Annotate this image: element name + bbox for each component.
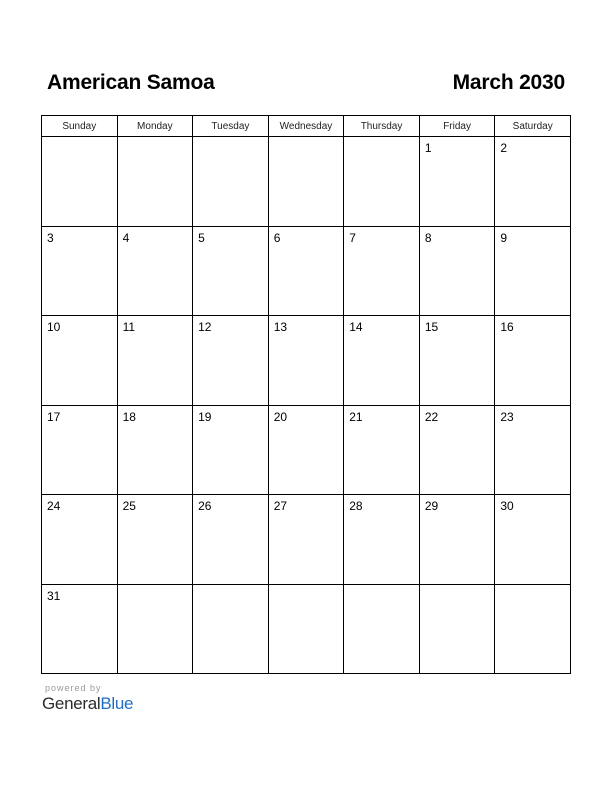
day-number: 28	[349, 499, 363, 513]
weekday-wednesday: Wednesday	[268, 116, 344, 137]
day-number: 20	[273, 409, 288, 424]
day-cell	[117, 405, 193, 495]
day-number: 14	[349, 320, 363, 334]
day-cell	[42, 495, 118, 585]
day-cell	[344, 405, 420, 495]
day-number: 23	[500, 409, 514, 424]
month-year-title: March 2030	[452, 71, 565, 94]
day-cell	[495, 316, 571, 406]
day-cell	[344, 226, 420, 316]
day-cell	[268, 226, 344, 316]
day-number: 25	[122, 499, 136, 513]
day-cell	[268, 405, 344, 495]
weekday-thursday: Thursday	[344, 116, 420, 137]
day-cell	[42, 226, 118, 316]
day-number: 11	[122, 320, 136, 334]
day-number: 8	[424, 230, 432, 245]
day-cell	[495, 495, 571, 585]
day-number	[118, 137, 193, 141]
week-row-6	[42, 584, 571, 674]
day-cell	[117, 226, 193, 316]
day-cell	[268, 495, 344, 585]
day-cell	[42, 137, 118, 227]
day-number: 7	[349, 230, 356, 245]
day-cell	[419, 137, 495, 227]
day-cell	[419, 226, 495, 316]
day-number: 27	[273, 499, 288, 513]
brand-general: General	[42, 694, 101, 713]
day-number: 16	[500, 320, 514, 334]
calendar-grid	[41, 115, 571, 674]
day-cell	[419, 584, 495, 674]
day-number: 5	[198, 230, 205, 245]
day-cell	[117, 316, 193, 406]
day-cell	[419, 405, 495, 495]
day-number: 30	[500, 499, 514, 513]
day-number: 2	[500, 141, 508, 155]
weekday-friday: Friday	[419, 116, 495, 137]
day-number	[193, 585, 268, 589]
day-cell	[419, 316, 495, 406]
day-cell	[268, 137, 344, 227]
day-number: 29	[424, 499, 439, 513]
day-number: 18	[122, 409, 136, 424]
day-number	[344, 585, 419, 589]
week-row-1	[42, 137, 571, 227]
day-cell	[344, 316, 420, 406]
day-cell	[193, 137, 269, 227]
weekday-monday: Monday	[117, 116, 193, 137]
day-number: 21	[349, 409, 363, 424]
day-number	[193, 137, 268, 141]
day-cell	[268, 316, 344, 406]
day-number: 31	[47, 588, 61, 603]
day-cell	[193, 405, 269, 495]
day-cell	[193, 226, 269, 316]
day-cell	[495, 584, 571, 674]
day-number	[118, 585, 193, 589]
day-cell	[344, 137, 420, 227]
day-number: 22	[424, 409, 439, 424]
generalblue-logo[interactable]	[42, 694, 133, 714]
day-number	[420, 585, 495, 589]
day-number: 24	[47, 499, 61, 513]
day-number	[269, 137, 344, 141]
brand-blue: Blue	[100, 694, 134, 713]
weekday-tuesday: Tuesday	[193, 116, 269, 137]
day-number: 9	[500, 230, 508, 245]
day-cell	[344, 495, 420, 585]
day-number: 10	[47, 320, 61, 334]
day-cell	[193, 495, 269, 585]
day-cell	[419, 495, 495, 585]
day-number: 4	[122, 230, 130, 245]
week-row-5	[42, 495, 571, 585]
week-row-2	[42, 226, 571, 316]
day-number: 19	[198, 409, 212, 424]
day-cell	[117, 495, 193, 585]
day-number: 6	[273, 230, 281, 245]
day-number: 3	[47, 230, 54, 245]
day-number: 1	[424, 141, 432, 155]
day-number: 26	[198, 499, 212, 513]
day-cell	[117, 584, 193, 674]
day-number	[495, 585, 570, 589]
day-cell	[344, 584, 420, 674]
day-number	[42, 137, 117, 141]
day-cell	[117, 137, 193, 227]
day-cell	[42, 584, 118, 674]
weekday-sunday: Sunday	[42, 116, 118, 137]
day-number: 15	[424, 320, 439, 334]
day-number	[269, 585, 344, 589]
day-number: 13	[273, 320, 288, 334]
week-row-4	[42, 405, 571, 495]
weekday-header-row	[42, 116, 571, 137]
week-row-3	[42, 316, 571, 406]
powered-by-label: powered by	[45, 683, 102, 693]
day-number: 17	[47, 409, 61, 424]
day-cell	[495, 226, 571, 316]
day-cell	[268, 584, 344, 674]
weekday-saturday: Saturday	[495, 116, 571, 137]
day-number	[344, 137, 419, 141]
day-cell	[193, 316, 269, 406]
day-cell	[495, 405, 571, 495]
day-cell	[193, 584, 269, 674]
day-number: 12	[198, 320, 212, 334]
day-cell	[495, 137, 571, 227]
day-cell	[42, 405, 118, 495]
country-title: American Samoa	[47, 71, 215, 94]
day-cell	[42, 316, 118, 406]
